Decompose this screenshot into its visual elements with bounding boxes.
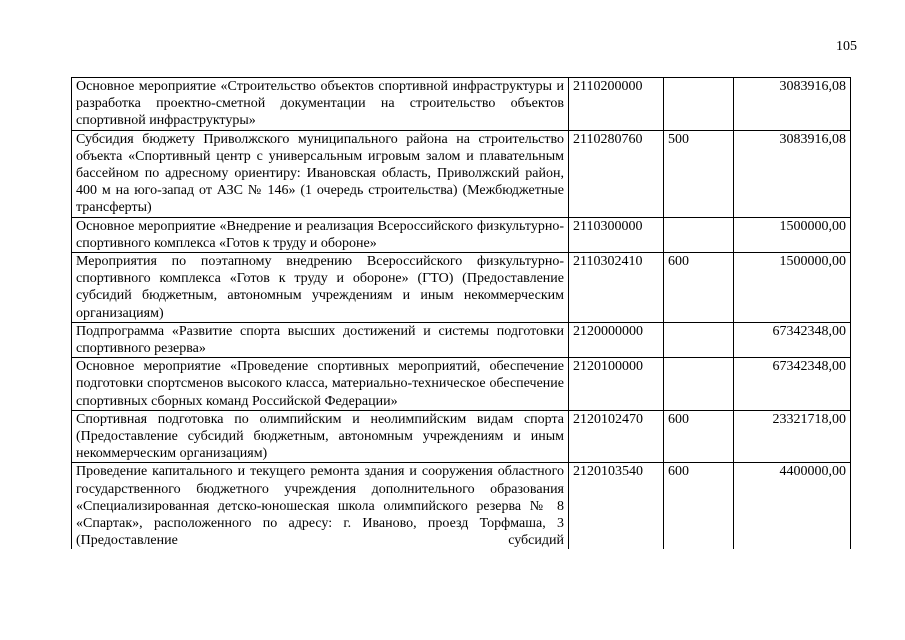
row-amount: 67342348,00 <box>734 358 851 411</box>
row-target-code: 2120000000 <box>569 322 664 357</box>
row-amount: 67342348,00 <box>734 322 851 357</box>
row-expense-type <box>664 217 734 252</box>
row-target-code: 2110280760 <box>569 130 664 217</box>
row-name: Мероприятия по поэтапному внедрению Всероссийского физкультурно-спортивного комплекса «Готов к труду и обороне» (ГТО) (Предоставление субсидий бюджетным, автономным учреждениям и иным некоммерческим организациям) <box>72 253 569 323</box>
page-number: 105 <box>836 39 857 54</box>
table-row <box>72 358 851 411</box>
row-name: Подпрограмма «Развитие спорта высших достижений и системы подготовки спортивного резерва» <box>72 322 569 357</box>
table-row <box>72 463 851 550</box>
row-target-code: 2110302410 <box>569 253 664 323</box>
row-amount: 1500000,00 <box>734 217 851 252</box>
row-amount: 23321718,00 <box>734 410 851 463</box>
row-name: Основное мероприятие «Строительство объектов спортивной инфраструктуры и разработка проектно-сметной документации на строительство объектов спортивной инфраструктуры» <box>72 78 569 131</box>
table-row <box>72 78 851 131</box>
row-amount: 1500000,00 <box>734 253 851 323</box>
row-name: Проведение капитального и текущего ремонта здания и сооружения областного государственного бюджетного учреждения дополнительного образования «Специализированная детско-юношеская школа олимпийского резерва № 8 «Спартак», расположенного по адресу: г. Иваново, проезд Торфмаша, 3 (Предоставление субсидий <box>72 463 569 550</box>
row-target-code: 2120103540 <box>569 463 664 550</box>
row-name: Основное мероприятие «Внедрение и реализация Всероссийского физкультурно-спортивного комплекса «Готов к труду и обороне» <box>72 217 569 252</box>
budget-table <box>71 77 851 549</box>
row-expense-type <box>664 358 734 411</box>
row-name: Субсидия бюджету Приволжского муниципального района на строительство объекта «Спортивный центр с универсальным игровым залом и плавательным бассейном по адресному ориентиру: Ивановская область, Приволжский район, 400 м на юго-запад от АЗС № 146» (1 очередь строительства) (Межбюджетные трансферты) <box>72 130 569 217</box>
row-target-code: 2120100000 <box>569 358 664 411</box>
row-expense-type: 600 <box>664 410 734 463</box>
table-row <box>72 322 851 357</box>
row-expense-type <box>664 322 734 357</box>
row-expense-type <box>664 78 734 131</box>
row-target-code: 2120102470 <box>569 410 664 463</box>
table-row <box>72 130 851 217</box>
row-expense-type: 600 <box>664 463 734 550</box>
row-amount: 4400000,00 <box>734 463 851 550</box>
row-name: Спортивная подготовка по олимпийским и неолимпийским видам спорта (Предоставление субсидий бюджетным, автономным учреждениям и иным некоммерческим организациям) <box>72 410 569 463</box>
row-name: Основное мероприятие «Проведение спортивных мероприятий, обеспечение подготовки спортсменов высокого класса, материально-техническое обеспечение спортивных сборных команд Российской Федерации» <box>72 358 569 411</box>
row-expense-type: 600 <box>664 253 734 323</box>
row-expense-type: 500 <box>664 130 734 217</box>
row-target-code: 2110200000 <box>569 78 664 131</box>
table-row <box>72 410 851 463</box>
row-target-code: 2110300000 <box>569 217 664 252</box>
table-row <box>72 217 851 252</box>
table-row <box>72 253 851 323</box>
row-amount: 3083916,08 <box>734 130 851 217</box>
row-amount: 3083916,08 <box>734 78 851 131</box>
